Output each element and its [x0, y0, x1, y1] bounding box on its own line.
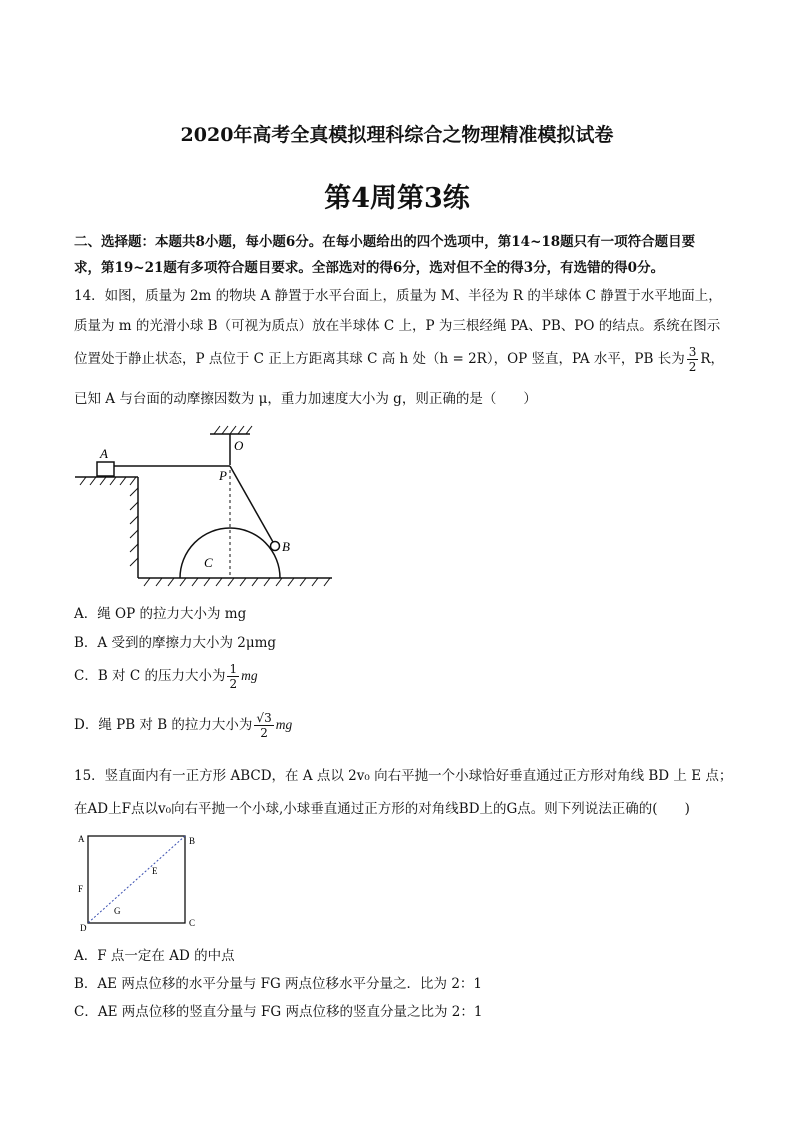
q15-label-b: B	[189, 836, 196, 846]
q14-label-p: P	[219, 468, 227, 483]
section-instructions-line-1: 二、选择题：本题共8小题，每小题6分。在每小题给出的四个选项中，第14~18题只有一项符合题目要	[74, 234, 696, 250]
q14-ceiling-hatch	[214, 426, 252, 434]
q15-figure	[70, 826, 210, 936]
q14-fraction-den: 2	[688, 360, 697, 374]
q14-label-b: B	[282, 539, 290, 554]
q14-ground-hatch	[144, 578, 330, 586]
q14-line3-text: 位置处于静止状态，P 点位于 C 正上方距离其球 C 高 h 处（h = 2R），OP 竖直，PA 水平，PB 长为	[74, 351, 685, 367]
q15-label-a: A	[78, 834, 85, 844]
q14-option-b: B．A 受到的摩擦力大小为 2μmg	[74, 635, 277, 651]
q14-text-line-3	[74, 345, 744, 374]
q14-option-c-den: 2	[229, 677, 238, 691]
q14-wall-hatch	[130, 488, 138, 566]
q14-option-a: A．绳 OP 的拉力大小为 mg	[74, 606, 247, 622]
q14-figure	[70, 420, 350, 595]
q14-label-c: C	[204, 555, 213, 570]
q15-option-a: A．F 点一定在 AD 的中点	[74, 948, 235, 964]
q14-option-c-fraction	[227, 662, 239, 691]
q15-label-c: C	[189, 918, 196, 928]
q14-option-d-tail: mg	[275, 717, 293, 732]
q15-text-line-1: 15．竖直面内有一正方形 ABCD，在 A 点以 2v₀ 向右平抛一个小球恰好垂直通过正方形对角线 BD 上 E 点；	[74, 768, 733, 784]
q14-label-a: A	[100, 446, 108, 461]
q14-option-d-num: √3	[256, 711, 272, 725]
page-subtitle: 第4周第3练	[324, 183, 470, 214]
q15-option-c: C．AE 两点位移的竖直分量与 FG 两点位移的竖直分量之比为 2：1	[74, 1004, 483, 1020]
q14-option-c	[74, 662, 258, 691]
q14-text-line-1: 14．如图，质量为 2m 的物块 A 静置于水平台面上，质量为 M、半径为 R 的半球体 C 静置于水平地面上，	[74, 288, 722, 304]
q14-hemisphere-c	[180, 528, 280, 578]
q15-diagonal-bd	[88, 836, 185, 923]
q14-option-c-num: 1	[229, 662, 238, 676]
q14-option-c-tail: mg	[241, 668, 258, 683]
q15-label-f: F	[78, 884, 84, 894]
q14-fraction-num: 3	[688, 345, 697, 359]
q14-label-o: O	[234, 438, 244, 453]
q14-option-d-pre: D．绳 PB 对 B 的拉力大小为	[74, 717, 253, 733]
q14-option-d-den: 2	[260, 726, 268, 740]
q15-label-e: E	[152, 866, 158, 876]
q14-text-line-4: 已知 A 与台面的动摩擦因数为 μ，重力加速度大小为 g，则正确的是（ ）	[74, 391, 537, 407]
q15-text-line-2: 在AD上F点以v₀向右平抛一个小球,小球垂直通过正方形的对角线BD上的G点。则下列说法正确的( )	[74, 801, 690, 817]
q14-option-d	[74, 711, 292, 740]
q14-block-a	[97, 462, 114, 476]
q14-rope-pb	[230, 466, 273, 542]
q14-option-c-pre: C．B 对 C 的压力大小为	[74, 668, 226, 684]
q15-label-g: G	[114, 906, 121, 916]
q14-line3-tail: R，	[700, 351, 725, 367]
q14-fraction	[687, 345, 699, 374]
q14-option-d-fraction	[254, 711, 273, 740]
q14-ball-b	[271, 542, 280, 551]
q14-text-line-2: 质量为 m 的光滑小球 B（可视为质点）放在半球体 C 上，P 为三根经绳 PA、PB、PO 的结点。系统在图示	[74, 318, 721, 334]
section-instructions-line-2: 求，第19~21题有多项符合题目要求。全部选对的得6分，选对但不全的得3分，有选错的得0分。	[74, 260, 665, 276]
q14-table-hatch	[80, 477, 136, 485]
q15-option-b: B．AE 两点位移的水平分量与 FG 两点位移水平分量之．比为 2：1	[74, 976, 483, 992]
q15-label-d: D	[80, 923, 87, 933]
page-title: 2020年高考全真模拟理科综合之物理精准模拟试卷	[180, 124, 614, 146]
